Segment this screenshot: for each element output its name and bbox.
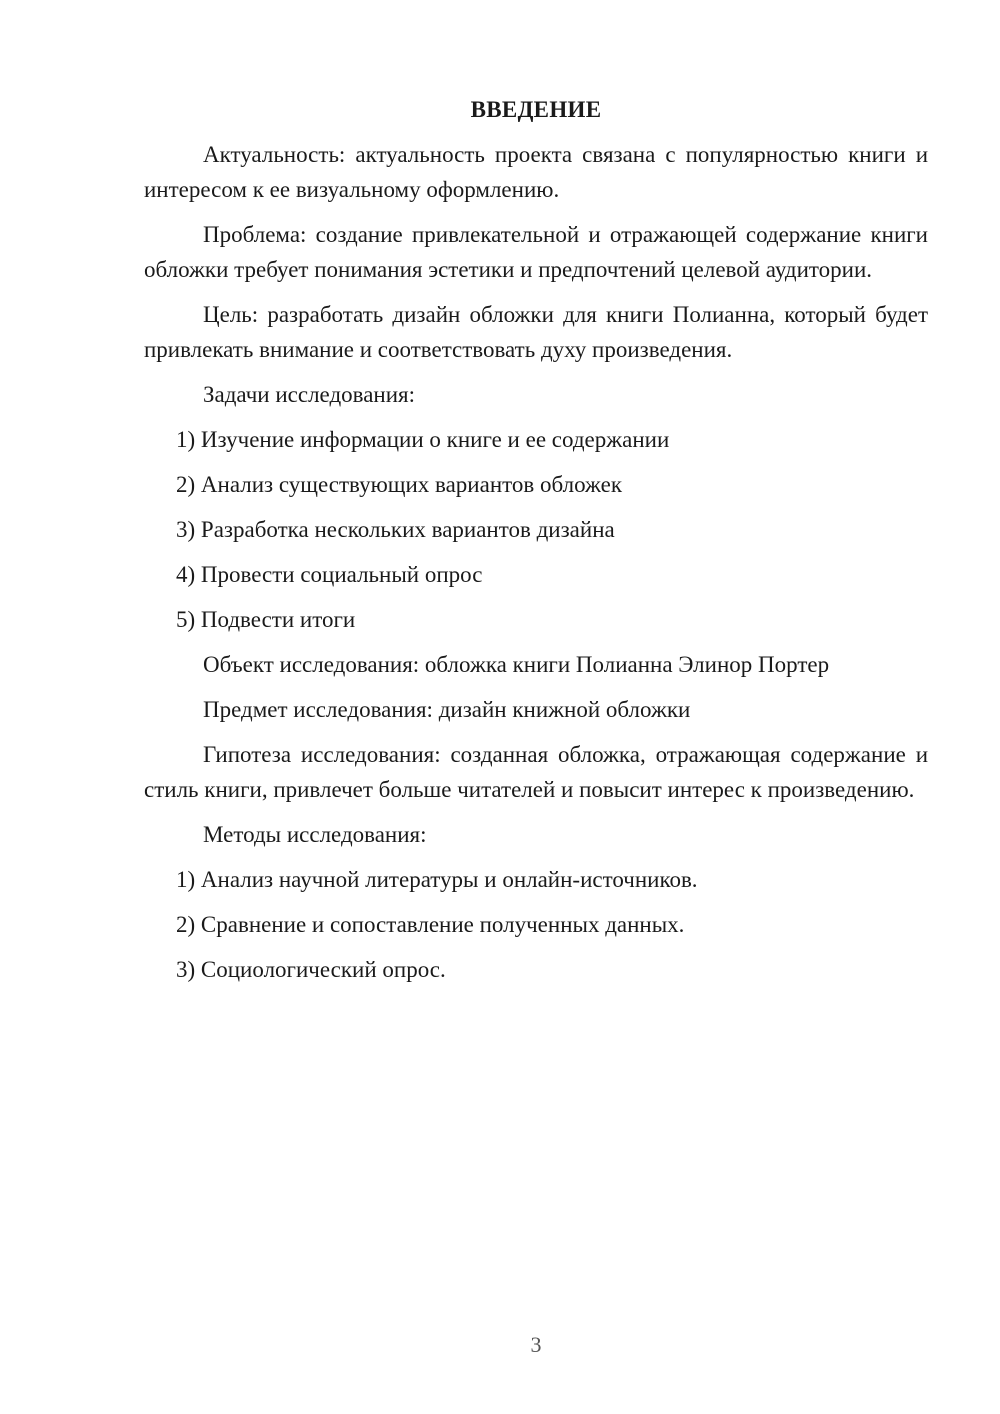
hypothesis-paragraph: Гипотеза исследования: созданная обложка, отражающая содержание и стиль книги, привлечет больше читателей и повысит интерес к произведению.	[144, 742, 928, 802]
page-number: 3	[530, 1332, 542, 1357]
relevance-paragraph: Актуальность: актуальность проекта связана с популярностью книги и интересом к ее визуальному оформлению.	[144, 142, 928, 202]
tasks-title: Задачи исследования:	[203, 382, 416, 407]
list-item: 3) Социологический опрос.	[176, 957, 446, 982]
list-item: 1) Изучение информации о книге и ее содержании	[176, 427, 670, 452]
methods-list	[144, 862, 928, 987]
list-item: 3) Разработка нескольких вариантов дизайна	[176, 517, 615, 542]
list-item: 2) Сравнение и сопоставление полученных данных.	[176, 912, 685, 937]
list-item: 5) Подвести итоги	[176, 607, 356, 632]
page-content	[144, 92, 928, 997]
methods-title: Методы исследования:	[203, 822, 427, 847]
list-item: 2) Анализ существующих вариантов обложек	[176, 472, 622, 497]
tasks-list	[144, 422, 928, 637]
subject-paragraph: Предмет исследования: дизайн книжной обложки	[203, 697, 691, 722]
list-item: 1) Анализ научной литературы и онлайн-источников.	[176, 867, 698, 892]
goal-paragraph: Цель: разработать дизайн обложки для книги Полианна, который будет привлекать внимание и соответствовать духу произведения.	[144, 302, 928, 362]
object-paragraph: Объект исследования: обложка книги Полианна Элинор Портер	[203, 652, 830, 677]
problem-paragraph: Проблема: создание привлекательной и отражающей содержание книги обложки требует понимания эстетики и предпочтений целевой аудитории.	[144, 222, 928, 282]
list-item: 4) Провести социальный опрос	[176, 562, 483, 587]
section-heading: ВВЕДЕНИЕ	[470, 97, 602, 122]
